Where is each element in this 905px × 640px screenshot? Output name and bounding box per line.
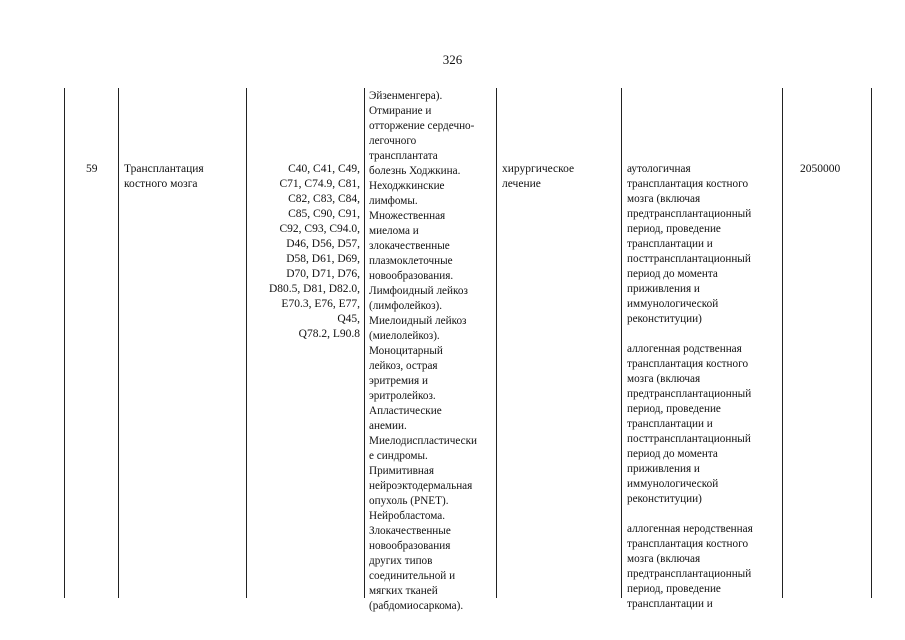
- treatment-method-line: период, проведение: [627, 583, 721, 595]
- disease-model-line: отторжение сердечно-: [369, 120, 475, 132]
- cost-value: 2050000: [800, 163, 841, 175]
- treatment-method-line: иммунологической: [627, 478, 719, 490]
- treatment-method: [627, 342, 753, 507]
- treatment-method-line: мозга (включая: [627, 373, 701, 385]
- treatment-method-line: трансплантация костного: [627, 538, 749, 550]
- column-divider: [118, 88, 119, 598]
- column-divider: [871, 88, 872, 598]
- diagnosis-code-line: C82, C83, C84,: [288, 193, 360, 205]
- treatment-method-line: мозга (включая: [627, 193, 701, 205]
- treatment-method-line: период до момента: [627, 448, 718, 460]
- disease-model-line: легочного: [369, 135, 417, 147]
- diagnosis-code-line: E70.3, E76, E77,: [281, 298, 360, 310]
- column-divider: [496, 88, 497, 598]
- diagnosis-code-line: C40, C41, C49,: [288, 163, 360, 175]
- treatment-methods: [627, 162, 753, 612]
- disease-model-line: болезнь Ходжкина.: [369, 165, 461, 177]
- disease-model-line: плазмоклеточные: [369, 255, 453, 267]
- disease-model-line: анемии.: [369, 420, 407, 432]
- treatment-method-line: трансплантация костного: [627, 358, 749, 370]
- treatment-method-line: трансплантации и: [627, 238, 713, 250]
- disease-model-line: (лимфолейкоз).: [369, 300, 443, 312]
- diagnosis-code-line: C71, C74.9, C81,: [279, 178, 360, 190]
- disease-model-line: Неходжкинские: [369, 180, 445, 192]
- row-number: 59: [86, 163, 98, 175]
- disease-model-line: Множественная: [369, 210, 446, 222]
- treatment-type-line: лечение: [502, 178, 541, 190]
- treatment-method-line: трансплантации и: [627, 598, 713, 610]
- diagnosis-code-line: Q78.2, L90.8: [298, 328, 360, 340]
- disease-model-line: лимфомы.: [369, 195, 418, 207]
- treatment-type: [502, 162, 574, 192]
- disease-model: [369, 89, 477, 614]
- treatment-method-line: период, проведение: [627, 403, 721, 415]
- diagnosis-code-line: D70, D71, D76,: [286, 268, 360, 280]
- treatment-method-line: приживления и: [627, 463, 700, 475]
- treatment-method: [627, 522, 753, 612]
- treatment-method-line: посттрансплантационный: [627, 433, 751, 445]
- treatment-method-line: приживления и: [627, 283, 700, 295]
- service-name: [124, 162, 204, 192]
- treatment-method-line: аллогенная родственная: [627, 343, 742, 355]
- treatment-method-line: реконституции): [627, 493, 702, 505]
- disease-model-line: (миелолейкоз).: [369, 330, 440, 342]
- service-name-line: костного мозга: [124, 178, 198, 190]
- disease-model-line: опухоль (PNET).: [369, 495, 449, 507]
- treatment-method-line: иммунологической: [627, 298, 719, 310]
- disease-model-line: других типов: [369, 555, 433, 567]
- disease-model-line: Моноцитарный: [369, 345, 443, 357]
- disease-model-line: Лимфоидный лейкоз: [369, 285, 468, 297]
- treatment-method-line: мозга (включая: [627, 553, 701, 565]
- disease-model-line: Примитивная: [369, 465, 434, 477]
- treatment-method-line: период до момента: [627, 268, 718, 280]
- treatment-type-line: хирургическое: [502, 163, 575, 175]
- disease-model-line: трансплантата: [369, 150, 438, 162]
- treatment-method-line: аллогенная неродственная: [627, 523, 753, 535]
- disease-model-line: Эйзенменгера).: [369, 90, 443, 102]
- column-divider: [64, 88, 65, 598]
- disease-model-line: нейроэктодермальная: [369, 480, 473, 492]
- disease-model-line: мягких тканей: [369, 585, 438, 597]
- treatment-method-line: трансплантации и: [627, 418, 713, 430]
- column-divider: [364, 88, 365, 598]
- disease-model-line: новообразования: [369, 540, 451, 552]
- treatment-method-line: период, проведение: [627, 223, 721, 235]
- disease-model-line: эритремия и: [369, 375, 428, 387]
- diagnosis-code-line: D58, D61, D69,: [286, 253, 360, 265]
- diagnosis-code-line: D46, D56, D57,: [286, 238, 360, 250]
- treatment-method-line: трансплантация костного: [627, 178, 749, 190]
- diagnosis-code-line: C85, C90, C91,: [288, 208, 360, 220]
- disease-model-line: Злокачественные: [369, 525, 451, 537]
- service-name-line: Трансплантация: [124, 163, 204, 175]
- treatment-method-line: аутологичная: [627, 163, 691, 175]
- disease-model-line: лейкоз, острая: [369, 360, 438, 372]
- diagnosis-code-line: Q45,: [337, 313, 360, 325]
- treatment-method-line: предтрансплантационный: [627, 388, 752, 400]
- page-number: 326: [442, 52, 463, 67]
- treatment-method: [627, 162, 753, 327]
- disease-model-line: Апластические: [369, 405, 442, 417]
- disease-model-line: миелома и: [369, 225, 419, 237]
- column-divider: [621, 88, 622, 598]
- diagnosis-code-line: C92, C93, C94.0,: [279, 223, 360, 235]
- disease-model-line: е синдромы.: [369, 450, 428, 462]
- disease-model-line: злокачественные: [369, 240, 450, 252]
- disease-model-line: соединительной и: [369, 570, 456, 582]
- treatment-method-line: предтрансплантационный: [627, 568, 752, 580]
- treatment-method-line: реконституции): [627, 313, 702, 325]
- disease-model-line: Миелоидный лейкоз: [369, 315, 467, 327]
- disease-model-line: новообразования.: [369, 270, 454, 282]
- disease-model-line: эритролейкоз.: [369, 390, 436, 402]
- disease-model-line: (рабдомиосаркома).: [369, 600, 464, 612]
- diagnosis-code-line: D80.5, D81, D82.0,: [268, 283, 360, 295]
- disease-model-line: Отмирание и: [369, 105, 432, 117]
- treatment-method-line: предтрансплантационный: [627, 208, 752, 220]
- treatment-method-line: посттрансплантационный: [627, 253, 751, 265]
- diagnosis-codes: [240, 162, 360, 342]
- column-divider: [782, 88, 783, 598]
- disease-model-line: Миелодиспластически: [369, 435, 478, 447]
- disease-model-line: Нейробластома.: [369, 510, 446, 522]
